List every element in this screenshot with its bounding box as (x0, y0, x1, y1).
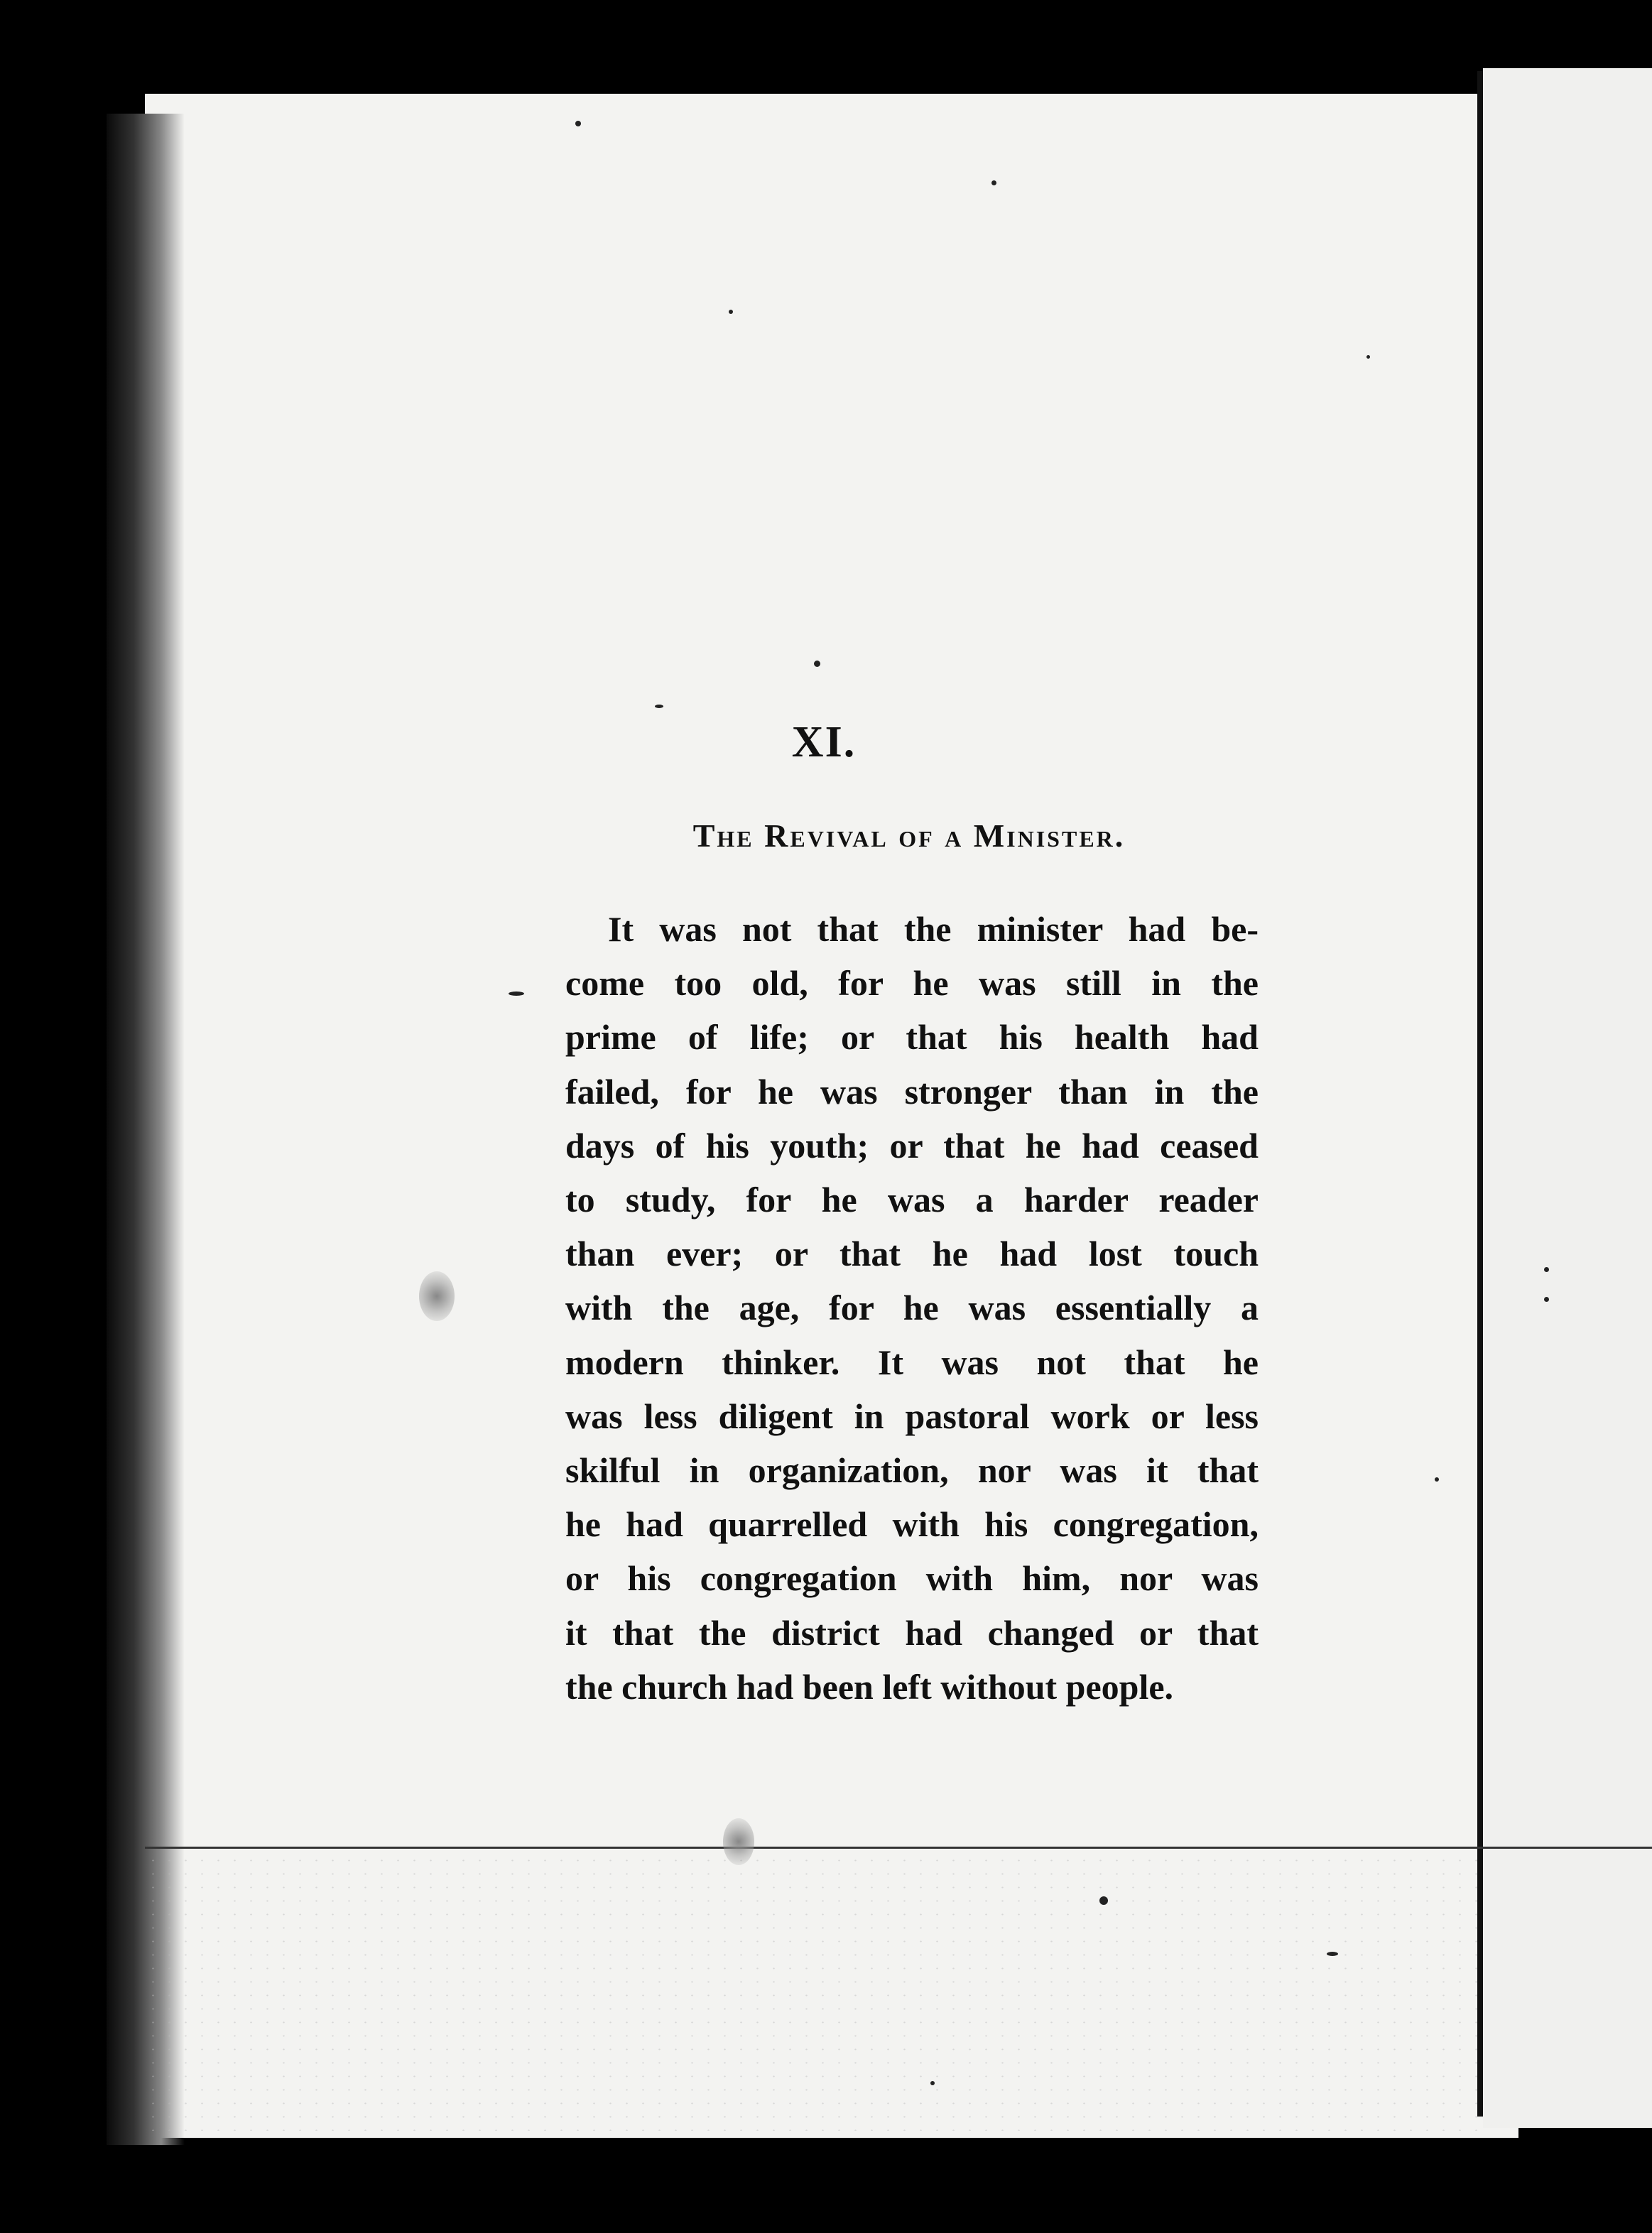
chapter-number: XI. (791, 718, 857, 766)
dust-speck (930, 2081, 935, 2085)
dust-speck (991, 180, 996, 185)
ink-smudge (419, 1271, 455, 1321)
chapter-paragraph (565, 902, 1259, 1714)
dust-speck (1099, 1896, 1108, 1905)
paragraph-line: or his congregation with him, nor was (565, 1558, 1259, 1599)
dust-speck (575, 121, 581, 126)
paragraph-line: come too old, for he was still in the (565, 963, 1259, 1004)
page-fold-line (1477, 71, 1483, 2117)
scan-artifact-line (145, 1847, 1652, 1849)
paragraph-line: skilful in organization, nor was it that (565, 1450, 1259, 1491)
paragraph-line: to study, for he was a harder reader (565, 1180, 1259, 1220)
dust-speck (1366, 355, 1370, 359)
dust-speck (814, 661, 820, 667)
dust-speck (1544, 1297, 1549, 1302)
ink-smudge (723, 1818, 754, 1865)
dust-speck (655, 705, 663, 708)
dust-speck (509, 991, 524, 996)
dust-speck (1327, 1952, 1338, 1956)
paragraph-line: failed, for he was stronger than in the (565, 1071, 1259, 1112)
chapter-title: The Revival of a Minister. (692, 817, 1126, 854)
scan-noise (145, 1854, 1480, 2131)
paragraph-line: it that the district had changed or that (565, 1612, 1259, 1653)
paragraph-line: with the age, for he was essentially a (565, 1288, 1259, 1328)
binding-shadow (107, 114, 185, 2145)
paragraph-line: was less diligent in pastoral work or less (565, 1396, 1259, 1436)
dust-speck (1435, 1477, 1439, 1482)
paragraph-line: the church had been left without people. (565, 1666, 1174, 1707)
paragraph-line: prime of life; or that his health had (565, 1017, 1259, 1058)
paragraph-line: It was not that the minister had be- (608, 909, 1259, 949)
dust-speck (729, 310, 733, 314)
paragraph-line: modern thinker. It was not that he (565, 1342, 1259, 1382)
paragraph-line: he had quarrelled with his congregation, (565, 1504, 1259, 1545)
paragraph-line: than ever; or that he had lost touch (565, 1234, 1259, 1274)
paragraph-line: days of his youth; or that he had ceased (565, 1125, 1259, 1166)
adjacent-page-edge (1483, 68, 1652, 2128)
dust-speck (1544, 1267, 1549, 1272)
